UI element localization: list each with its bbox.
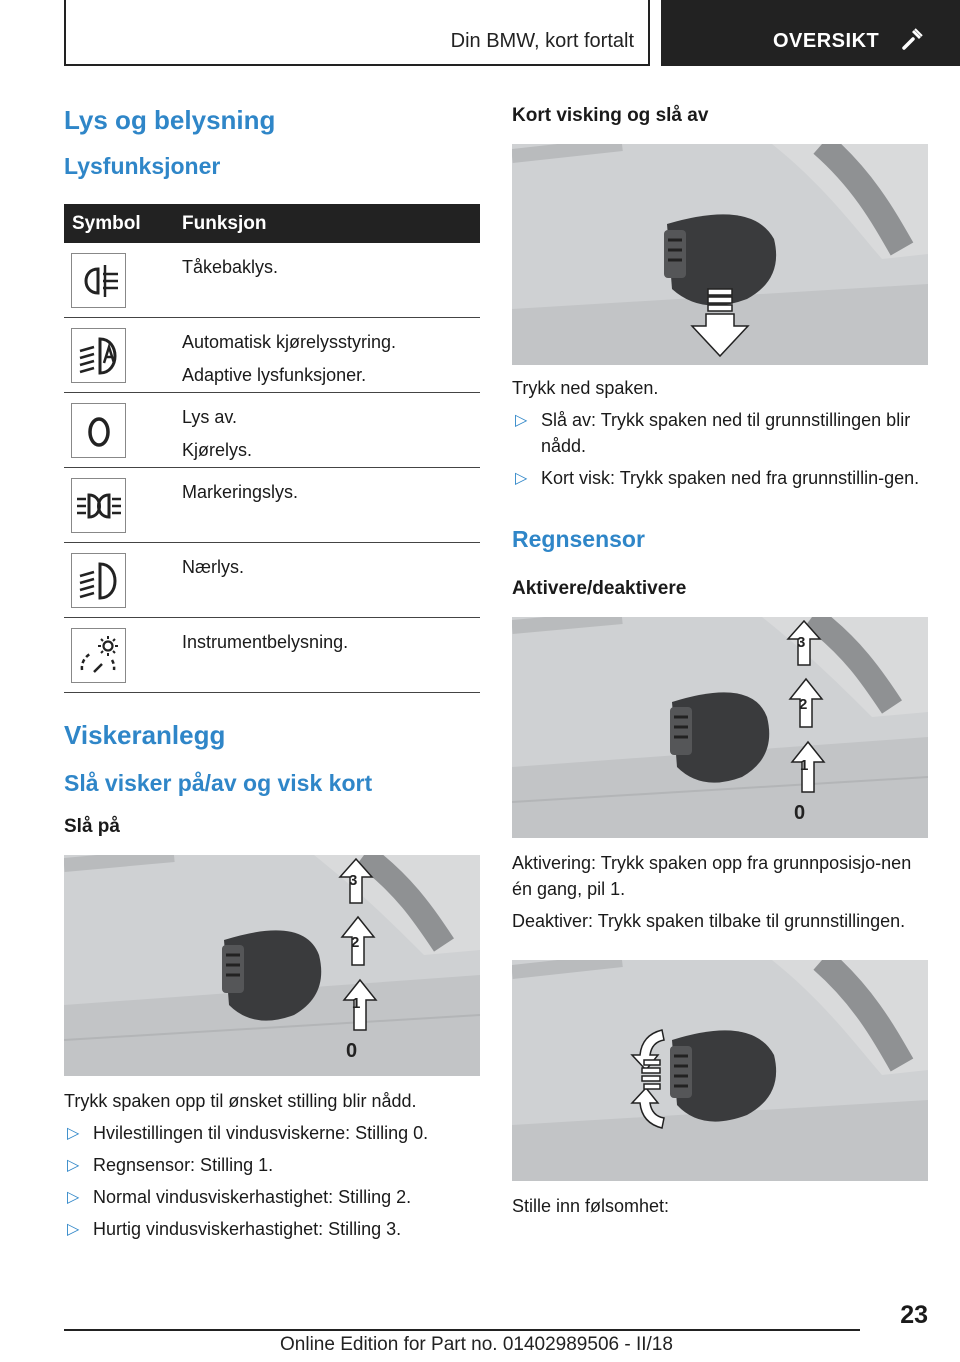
list-item-text: Normal vindusviskerhastighet: Stilling 2. <box>93 1187 412 1207</box>
function-cell <box>182 326 396 392</box>
triangle-bullet-icon: ▷ <box>67 1189 80 1206</box>
list-item <box>64 1184 480 1210</box>
position-label: 0 <box>794 802 806 824</box>
function-text: Kjørelys. <box>182 440 253 460</box>
wiper-positions-list <box>64 1120 480 1242</box>
short-wipe-heading: Kort visking og slå av <box>512 105 709 126</box>
short-wipe-list <box>512 407 928 491</box>
symbol-cell <box>71 478 126 533</box>
function-cell <box>182 551 244 584</box>
table-row <box>64 543 480 618</box>
triangle-bullet-icon: ▷ <box>515 470 528 487</box>
list-item <box>64 1152 480 1178</box>
function-text: Lys av. <box>182 407 238 427</box>
function-text: Adaptive lysfunksjoner. <box>182 365 367 385</box>
wiper-lever-up-photo <box>64 855 480 1076</box>
light-functions-table <box>64 204 480 693</box>
table-header <box>64 204 480 243</box>
symbol-cell <box>71 253 126 308</box>
wrench-icon <box>901 28 923 50</box>
triangle-bullet-icon: ▷ <box>67 1221 80 1238</box>
rain-sensor-title: Regnsensor <box>512 526 645 552</box>
section-title: Lys og belysning <box>64 105 276 135</box>
function-text: Tåkebaklys. <box>182 257 279 277</box>
position-label: 3 <box>349 872 358 889</box>
push-down-text: Trykk ned spaken. <box>512 378 659 398</box>
position-label: 3 <box>797 634 806 651</box>
footer-divider <box>64 1329 860 1331</box>
triangle-bullet-icon: ▷ <box>67 1157 80 1174</box>
function-cell <box>182 626 348 659</box>
function-cell <box>182 401 252 467</box>
activation-text: Aktivering: Trykk spaken opp fra grunnposisjo-nen én gang, pil 1. <box>512 853 912 899</box>
position-label: 2 <box>799 696 808 713</box>
function-cell <box>182 476 298 509</box>
triangle-bullet-icon: ▷ <box>515 412 528 429</box>
right-column <box>512 96 928 1219</box>
header-section-tab <box>64 0 650 66</box>
automatic-headlight-icon <box>76 335 122 377</box>
header-section-label: Din BMW, kort fortalt <box>450 30 634 52</box>
wiper-subsection-title: Slå visker på/av og visk kort <box>64 770 373 796</box>
position-label: 1 <box>352 995 361 1012</box>
position-label: 1 <box>800 757 809 774</box>
deactivation-text: Deaktiver: Trykk spaken tilbake til grunnstillingen. <box>512 911 906 931</box>
list-item-text: Hurtig vindusviskerhastighet: Stilling 3. <box>93 1219 402 1239</box>
symbol-cell <box>71 403 126 458</box>
sensitivity-text: Stille inn følsomhet: <box>512 1196 670 1216</box>
list-item <box>64 1120 480 1146</box>
push-up-text: Trykk spaken opp til ønsket stilling blir nådd. <box>64 1091 417 1111</box>
list-item <box>512 407 928 459</box>
column-header-function: Funksjon <box>182 213 267 234</box>
left-column <box>64 96 480 1242</box>
table-row <box>64 468 480 543</box>
sensitivity-wheel-photo <box>512 960 928 1181</box>
low-beam-icon <box>76 560 122 602</box>
function-cell <box>182 251 278 284</box>
function-text: Automatisk kjørelysstyring. <box>182 332 397 352</box>
parking-light-icon <box>75 488 123 524</box>
rear-fog-light-icon <box>76 261 122 301</box>
activate-heading: Aktivere/deaktivere <box>512 578 687 599</box>
position-label: 0 <box>346 1040 358 1062</box>
symbol-cell <box>71 328 126 383</box>
list-item <box>512 465 928 491</box>
list-item-text: Slå av: Trykk spaken ned til grunnstillingen blir nådd. <box>541 410 911 456</box>
rain-sensor-lever-photo <box>512 617 928 838</box>
list-item-text: Kort visk: Trykk spaken ned fra grunnstillin-gen. <box>541 468 920 488</box>
function-text: Nærlys. <box>182 557 244 577</box>
table-row <box>64 318 480 393</box>
table-row <box>64 243 480 318</box>
symbol-cell <box>71 628 126 683</box>
list-item-text: Hvilestillingen til vindusviskerne: Stilling 0. <box>93 1123 429 1143</box>
footer-edition: Online Edition for Part no. 01402989506 - II/18 <box>280 1334 673 1355</box>
table-row <box>64 393 480 468</box>
triangle-bullet-icon: ▷ <box>67 1125 80 1142</box>
list-item-text: Regnsensor: Stilling 1. <box>93 1155 274 1175</box>
header-chapter-tab <box>661 0 960 66</box>
wiper-section-title: Viskeranlegg <box>64 720 226 750</box>
column-header-symbol: Symbol <box>72 213 141 234</box>
subsection-title: Lysfunksjoner <box>64 153 221 179</box>
symbol-cell <box>71 553 126 608</box>
wiper-lever-down-photo <box>512 144 928 365</box>
switch-on-heading: Slå på <box>64 816 120 837</box>
instrument-lighting-icon <box>76 634 122 678</box>
lights-off-icon <box>79 411 119 451</box>
list-item <box>64 1216 480 1242</box>
table-row <box>64 618 480 693</box>
function-text: Instrumentbelysning. <box>182 632 349 652</box>
function-text: Markeringslys. <box>182 482 299 502</box>
page-number: 23 <box>900 1301 928 1329</box>
position-label: 2 <box>351 934 360 951</box>
header-chapter-label: OVERSIKT <box>773 30 880 52</box>
